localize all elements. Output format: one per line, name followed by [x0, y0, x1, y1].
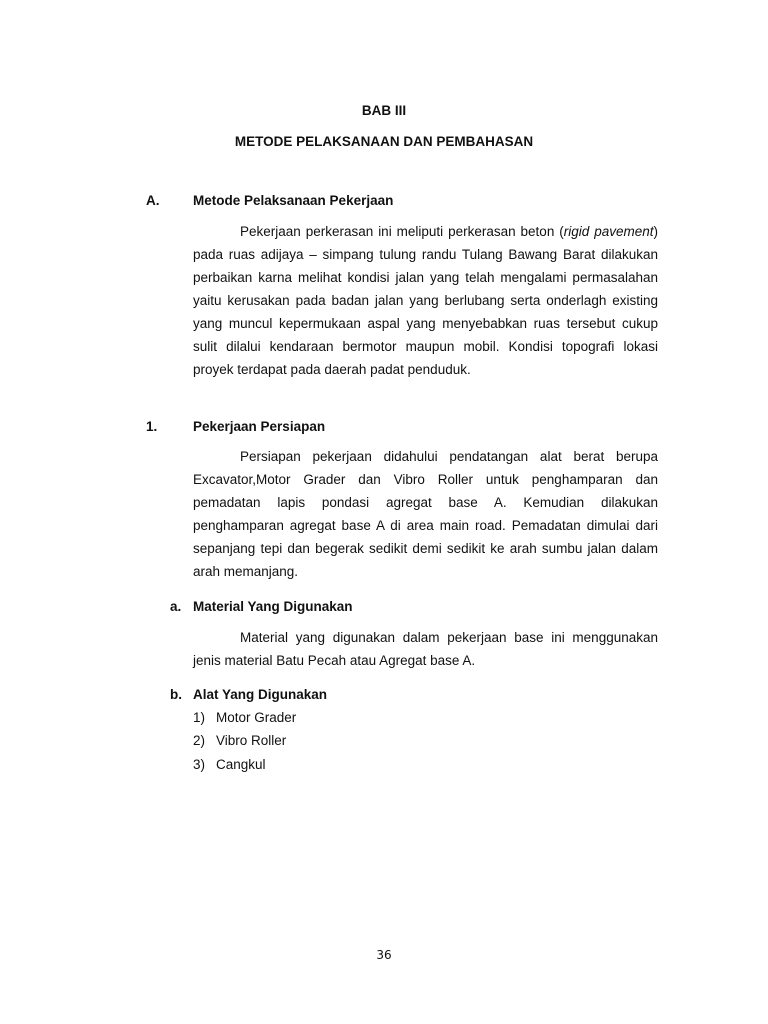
section-a-paragraph — [193, 220, 658, 381]
section-a-text-1: Pekerjaan perkerasan ini meliputi perkerasan beton ( — [240, 224, 564, 239]
chapter-title: METODE PELAKSANAAN DAN PEMBAHASAN — [234, 134, 534, 149]
subsection-a-paragraph: Material yang digunakan dalam pekerjaan base ini menggunakan jenis material Batu Pecah atau Agregat base A. — [193, 630, 658, 668]
subsection-a-heading: Material Yang Digunakan — [193, 599, 353, 614]
list-item-number: 1) — [193, 710, 206, 725]
subsection-a-marker: a. — [170, 599, 182, 614]
chapter-label: BAB III — [361, 103, 407, 118]
section-1-heading: Pekerjaan Persiapan — [193, 419, 326, 434]
list-item-text: Motor Grader — [216, 710, 297, 725]
list-item-number: 3) — [193, 757, 206, 772]
section-a-text-2: ) pada ruas adijaya – simpang tulung randu Tulang Bawang Barat dilakukan perbaikan karna melihat kondisi jalan yang telah mengalami permasalahan yaitu kerusakan pada badan jalan yang berlubang serta onderlagh existing yang muncul kepermukaan aspal yang menyebabkan ruas tersebut cukup sulit dilalui kendaraan bermotor maupun mobil. Kondisi topografi lokasi proyek terdapat pada daerah padat penduduk. — [193, 224, 658, 377]
list-item-text: Cangkul — [216, 757, 266, 772]
subsection-b-marker: b. — [170, 687, 182, 702]
page-number: 36 — [376, 948, 392, 962]
section-a-heading: Metode Pelaksanaan Pekerjaan — [193, 193, 394, 208]
section-a-marker: A. — [146, 193, 160, 208]
section-1-paragraph: Persiapan pekerjaan didahului pendatangan alat berat berupa Excavator,Motor Grader dan Vibro Roller untuk penghamparan dan pemadatan lapis pondasi agregat base A. Kemudian dilakukan penghamparan agregat base A di area main road. Pemadatan dimulai dari sepanjang tepi dan begerak sedikit demi sedikit ke arah sumbu jalan dalam arah memanjang. — [193, 449, 658, 579]
subsection-b-heading: Alat Yang Digunakan — [193, 687, 328, 702]
list-item-text: Vibro Roller — [216, 733, 287, 748]
section-a-italic-term: rigid pavement — [563, 224, 654, 239]
list-item-number: 2) — [193, 733, 206, 748]
section-1-marker: 1. — [146, 419, 158, 434]
